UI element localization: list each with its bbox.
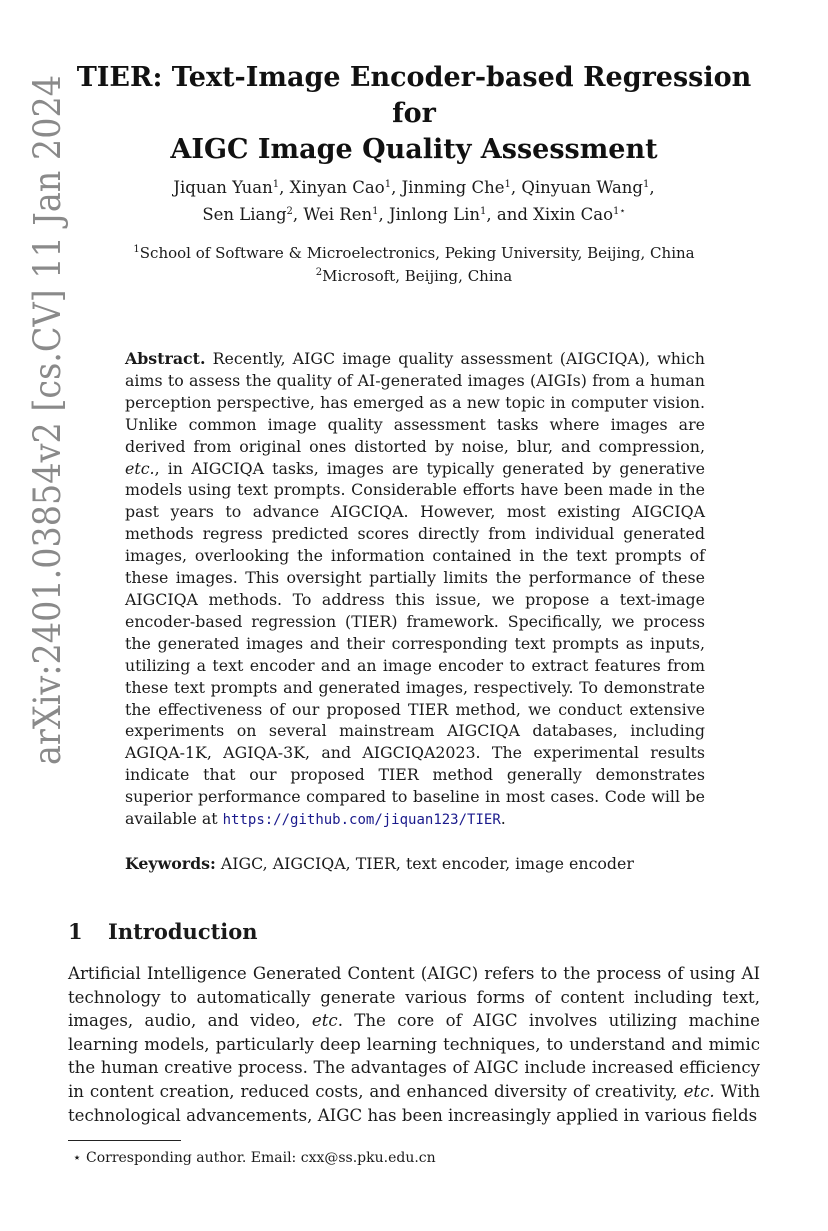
- abstract-end: .: [500, 809, 506, 829]
- author-list: [100, 174, 728, 228]
- author-affil-mark: 1: [372, 206, 379, 217]
- author-sep: ,: [279, 178, 290, 197]
- author-name: Sen Liang: [202, 205, 287, 224]
- abstract-text-continued: , in AIGCIQA tasks, images are typically generated by generative models using text prompts. Considerable efforts have been made in the past years to advance AIGCIQA. However, most existing AIGCIQA methods regress predicted scores directly from individual generated images, overlooking the information contained in the text prompts of these images. This oversight partially limits the performance of these AIGCIQA methods. To address this issue, we propose a text-image encoder-based regression (TIER) framework. Specifically, we process the generated images and their corresponding text prompts as inputs, utilizing a text encoder and an image encoder to extract features from these text prompts and generated images, respectively. To demonstrate the effectiveness of our proposed TIER method, we conduct extensive experiments on several mainstream AIGCIQA databases, including AGIQA-1K, AGIQA-3K, and AIGCIQA2023. The experimental results indicate that our proposed TIER method generally demonstrates superior performance compared to baseline in most cases. Code will be available at: [125, 458, 705, 829]
- abstract-label: Abstract.: [125, 349, 206, 368]
- arxiv-side-stamp: [8, 1, 72, 765]
- footnote: [68, 1148, 758, 1168]
- keywords: [125, 853, 715, 875]
- keywords-label: Keywords:: [125, 854, 216, 873]
- abstract-text: Recently, AIGC image quality assessment (AIGCIQA), which aims to assess the quality of AI-generated images (AIGIs) from a human perception perspective, has emerged as a new topic in computer vision. Unlike common image quality assessment tasks where images are derived from original ones distorted by noise, blur, and compression,: [125, 349, 705, 456]
- intro-text: Artificial Intelligence Generated Content (AIGC) refers to the process of using AI technology to automatically generate various forms of content including text, images, audio, and video,: [68, 964, 760, 1031]
- footnote-divider: [68, 1140, 181, 1141]
- author-affil-mark: 1: [384, 179, 392, 190]
- author-affil-mark: 1: [642, 179, 650, 190]
- arxiv-identifier: arXiv:2401.03854v2 [cs.CV] 11 Jan 2024: [26, 1, 69, 765]
- intro-text-end: With technological advancements, AIGC has been increasingly applied in various fields: [68, 1081, 761, 1125]
- author-sep: ,: [510, 178, 522, 197]
- author-sep: ,: [649, 178, 655, 197]
- author-line-2: [100, 201, 728, 228]
- author-name: Xixin Cao: [533, 205, 614, 224]
- section-number: 1: [68, 919, 83, 944]
- author-sep: , and: [486, 205, 534, 224]
- section-title: Introduction: [108, 919, 258, 944]
- affiliation-mark: 2: [315, 267, 323, 278]
- keywords-text: AIGC, AIGCIQA, TIER, text encoder, image encoder: [220, 854, 634, 873]
- author-name: Xinyan Cao: [289, 178, 385, 197]
- code-repository-link[interactable]: https://github.com/jiquan123/TIER: [222, 812, 501, 829]
- author-affil-mark: 1⋆: [613, 206, 626, 217]
- footnote-mark: ⋆: [72, 1150, 82, 1166]
- abstract-etc: etc.: [125, 458, 155, 478]
- author-line-1: [100, 174, 728, 201]
- author-affil-mark: 1: [480, 206, 487, 217]
- introduction-paragraph: [68, 962, 760, 1127]
- author-name: Jiquan Yuan: [173, 178, 273, 197]
- title-line-2: AIGC Image Quality Assessment: [170, 134, 658, 165]
- author-sep: ,: [292, 205, 304, 224]
- author-name: Jinlong Lin: [389, 205, 481, 224]
- author-name: Qinyuan Wang: [521, 178, 643, 197]
- intro-text-continued: . The core of AIGC involves utilizing machine learning models, particularly deep learning techniques, to understand and mimic the human creative process. The advantages of AIGC include increased efficiency in content creation, reduced costs, and enhanced diversity of creativity,: [68, 1011, 760, 1101]
- author-sep: ,: [391, 178, 402, 197]
- author-affil-mark: 1: [272, 179, 280, 190]
- footnote-text: Corresponding author. Email: cxx@ss.pku.edu.cn: [86, 1150, 436, 1166]
- author-affil-mark: 1: [504, 179, 511, 190]
- author-affil-mark: 2: [286, 206, 293, 217]
- affiliation-1: [80, 242, 748, 265]
- author-name: Wei Ren: [303, 205, 373, 224]
- paper-title: [60, 60, 768, 168]
- affiliation-text: Microsoft, Beijing, China: [322, 267, 513, 285]
- intro-etc-2: etc.: [683, 1081, 715, 1101]
- section-heading: [68, 918, 258, 946]
- affiliation-mark: 1: [133, 244, 140, 255]
- title-line-1: TIER: Text-Image Encoder-based Regression for: [76, 62, 752, 129]
- affiliation-2: [80, 265, 748, 288]
- affiliation-text: School of Software & Microelectronics, Peking University, Beijing, China: [139, 244, 695, 262]
- intro-etc: etc: [311, 1011, 338, 1031]
- affiliations: [80, 242, 748, 288]
- author-name: Jinming Che: [401, 178, 505, 197]
- author-sep: ,: [378, 205, 389, 224]
- abstract: [125, 348, 705, 832]
